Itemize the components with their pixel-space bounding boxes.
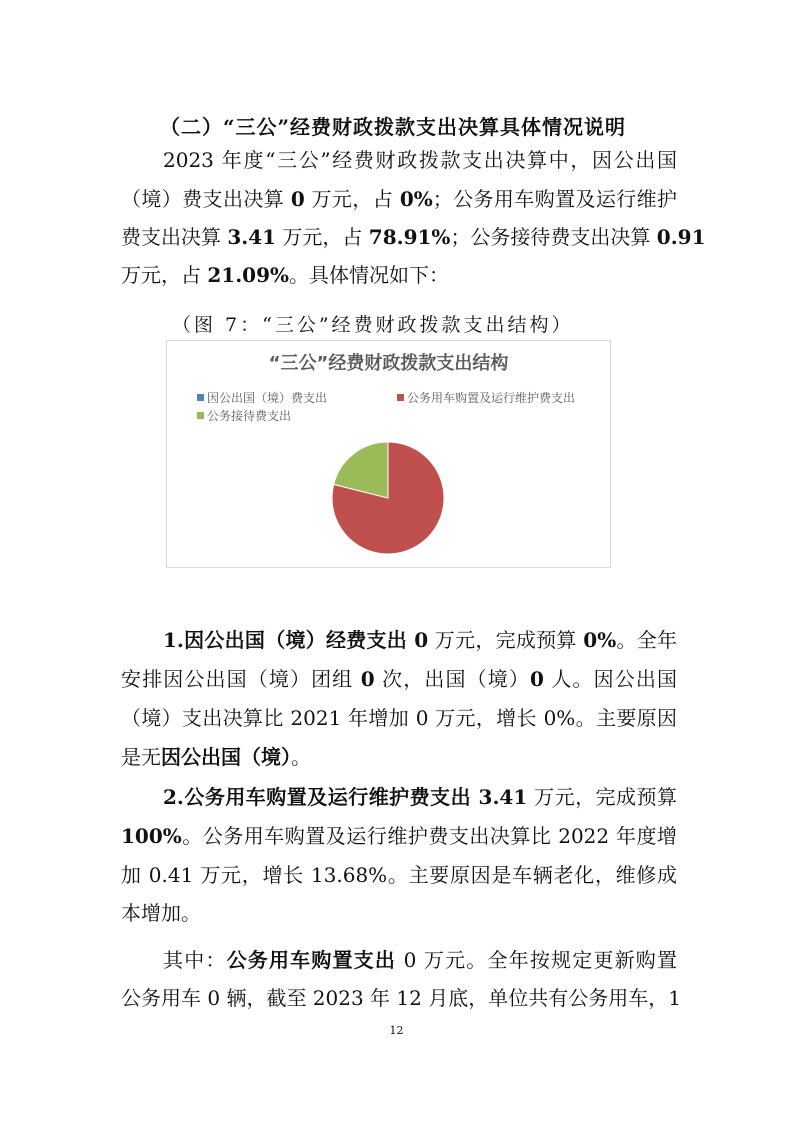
text-line: [121, 263, 677, 287]
text-line: [163, 628, 677, 652]
text-segment: 0: [530, 667, 544, 691]
text-line: [163, 948, 677, 972]
pie-chart: [166, 340, 611, 568]
text-segment: ；公务接待费支出决算: [450, 225, 657, 249]
text-segment: 100%: [121, 824, 182, 848]
text-segment: 。公务用车购置及运行维护费支出决算比 2022 年度增: [181, 824, 677, 848]
text-segment: 0%: [399, 187, 433, 211]
text-line: [121, 986, 681, 1010]
text-line: [121, 863, 677, 887]
figure-caption: （图 7：“三公”经费财政拨款支出结构）: [172, 314, 574, 336]
text-segment: 次，出国（境）: [374, 667, 531, 691]
text-segment: 万元，完成预算: [527, 785, 677, 809]
text-segment: 其中：: [163, 948, 227, 972]
text-line: [121, 187, 677, 211]
text-line: [121, 901, 677, 925]
text-segment: 加 0.41 万元，增长 13.68%。主要原因是车辆老化，维修成: [121, 863, 677, 887]
text-segment: 。全年: [616, 628, 677, 652]
legend-label: 公务用车购置及运行维护费支出: [407, 391, 576, 405]
legend-label: 因公出国（境）费支出: [207, 391, 328, 405]
text-segment: 0.91: [656, 225, 706, 249]
section-heading: （二）“三公”经费财政拨款支出决算具体情况说明: [160, 115, 627, 139]
text-segment: 安排因公出国（境）团组: [121, 667, 361, 691]
text-segment: 。具体情况如下：: [289, 263, 449, 287]
text-segment: 1.因公出国（境）经费支出 0: [163, 628, 429, 652]
text-line: [163, 148, 677, 172]
text-segment: 本增加。: [121, 901, 201, 925]
text-segment: 0: [360, 667, 375, 691]
text-segment: 78.91%: [368, 225, 451, 249]
text-segment: 21.09%: [207, 263, 289, 287]
text-segment: 是无: [121, 745, 161, 769]
text-segment: 费支出决算: [121, 225, 228, 249]
text-segment: 因公出国（境）: [161, 745, 291, 769]
text-segment: 2.公务用车购置及运行维护费支出 3.41: [163, 785, 528, 809]
text-segment: （境）费支出决算: [121, 187, 291, 211]
text-segment: 万元，占: [304, 187, 400, 211]
text-segment: ；公务用车购置及运行维护: [432, 187, 678, 211]
text-segment: 公务用车 0 辆，截至 2023 年 12 月底，单位共有公务用车，1: [121, 986, 681, 1010]
legend-label: 公务接待费支出: [207, 409, 292, 423]
text-segment: 2023 年度“三公”经费财政拨款支出决算中，因公出国: [163, 148, 677, 172]
chart-title: “三公”经费财政拨款支出结构: [268, 353, 509, 374]
page-number: 12: [389, 1024, 404, 1037]
text-segment: 万元，占: [276, 225, 369, 249]
text-line: [121, 824, 677, 848]
text-line: [121, 745, 677, 769]
text-line: [163, 785, 677, 809]
text-segment: 3.41: [227, 225, 277, 249]
text-segment: 0%: [583, 628, 617, 652]
pie-plot: [167, 341, 610, 567]
text-segment: 。: [291, 745, 311, 769]
text-segment: 0 万元。全年按规定更新购置: [396, 948, 677, 972]
text-segment: 0: [290, 187, 305, 211]
text-segment: 万元，完成预算: [428, 628, 584, 652]
text-segment: 万元，占: [121, 263, 208, 287]
text-segment: 公务用车购置支出: [226, 948, 397, 972]
text-line: [121, 225, 706, 249]
text-line: [121, 667, 677, 691]
text-segment: 人。因公出国: [543, 667, 678, 691]
text-segment: （境）支出决算比 2021 年增加 0 万元，增长 0%。主要原因: [121, 706, 677, 730]
text-line: [121, 706, 677, 730]
